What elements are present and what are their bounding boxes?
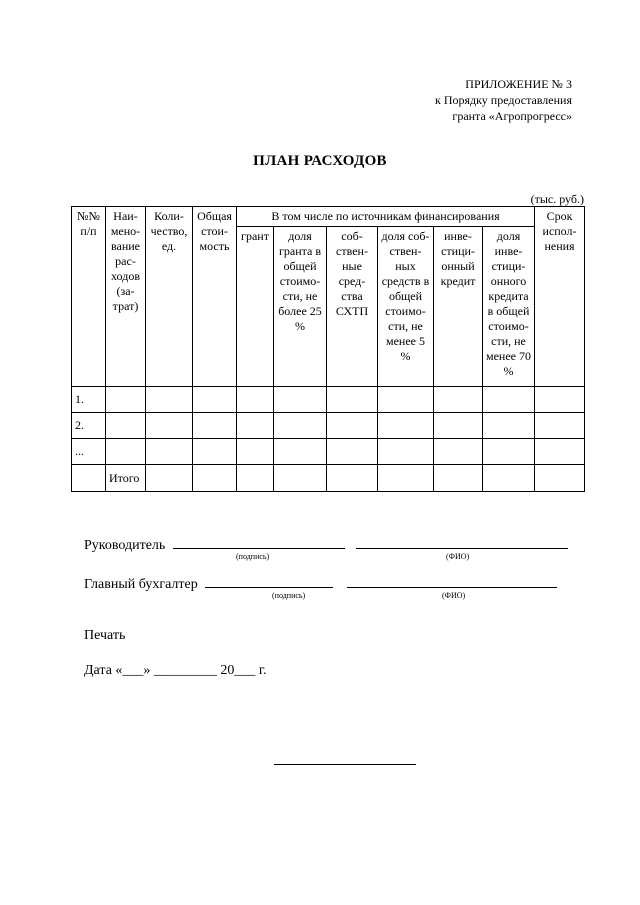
cell[interactable]	[378, 439, 434, 465]
cell[interactable]	[378, 387, 434, 413]
date-line[interactable]: Дата «___» _________ 20___ г.	[84, 663, 267, 678]
header-total-cost: Общая стои- мость	[193, 207, 237, 387]
cell[interactable]	[237, 465, 274, 492]
head-signature-line	[84, 534, 568, 554]
header-own-funds: соб- ствен- ные сред- ства СХТП	[327, 227, 378, 387]
cell	[72, 465, 106, 492]
cell[interactable]	[434, 413, 483, 439]
appendix-title: ПРИЛОЖЕНИЕ № 3	[465, 77, 572, 91]
row-number: 1.	[72, 387, 106, 413]
header-row-top	[72, 207, 585, 227]
cell[interactable]	[378, 465, 434, 492]
cell[interactable]	[274, 413, 327, 439]
header-grant-share: доля гранта в общей стоимо- сти, не более 25 %	[274, 227, 327, 387]
cell[interactable]	[106, 413, 146, 439]
header-own-share: доля соб- ствен- ных средств в общей стоимо- сти, не менее 5 %	[378, 227, 434, 387]
cell[interactable]	[193, 413, 237, 439]
row-number: 2.	[72, 413, 106, 439]
accountant-name-caption: (ФИО)	[442, 591, 466, 600]
cell[interactable]	[483, 387, 535, 413]
total-row	[72, 465, 585, 492]
cell[interactable]	[237, 439, 274, 465]
cell[interactable]	[434, 465, 483, 492]
appendix-reference: к Порядку предоставления	[434, 93, 572, 107]
header-funding-sources: В том числе по источникам финансирования	[237, 207, 535, 227]
appendix-grant-name: гранта «Агропрогресс»	[452, 109, 572, 123]
seal-label: Печать	[84, 628, 126, 643]
header-deadline: Срок испол- нения	[535, 207, 585, 387]
document-title: ПЛАН РАСХОДОВ	[253, 153, 387, 169]
cell[interactable]	[483, 465, 535, 492]
table-row	[72, 413, 585, 439]
cell[interactable]	[274, 387, 327, 413]
accountant-name-field[interactable]	[347, 573, 557, 588]
cell[interactable]	[146, 387, 193, 413]
header-expense-name: Наи- мено- вание рас- ходов (за- трат)	[106, 207, 146, 387]
cell[interactable]	[193, 465, 237, 492]
cell[interactable]	[535, 465, 585, 492]
cell[interactable]	[434, 387, 483, 413]
cell[interactable]	[535, 439, 585, 465]
table-row	[72, 439, 585, 465]
cell[interactable]	[327, 387, 378, 413]
appendix-header	[435, 76, 572, 124]
header-invest-credit: инве- стици- онный кредит	[434, 227, 483, 387]
cell[interactable]	[483, 439, 535, 465]
expense-plan-table	[71, 206, 585, 492]
header-grant: грант	[237, 227, 274, 387]
cell[interactable]	[327, 439, 378, 465]
row-number: ...	[72, 439, 106, 465]
bottom-separator-line	[274, 764, 416, 765]
head-name-field[interactable]	[356, 534, 568, 549]
units-label: (тыс. руб.)	[530, 192, 584, 206]
accountant-signature-field[interactable]	[205, 573, 333, 588]
cell[interactable]	[434, 439, 483, 465]
cell[interactable]	[327, 465, 378, 492]
cell[interactable]	[274, 439, 327, 465]
head-signature-field[interactable]	[173, 534, 345, 549]
cell[interactable]	[237, 387, 274, 413]
cell[interactable]	[274, 465, 327, 492]
header-quantity: Коли- чество, ед.	[146, 207, 193, 387]
cell[interactable]	[535, 387, 585, 413]
cell[interactable]	[106, 387, 146, 413]
accountant-label: Главный бухгалтер	[84, 577, 198, 592]
cell[interactable]	[146, 465, 193, 492]
head-label: Руководитель	[84, 538, 166, 553]
table-row	[72, 387, 585, 413]
cell[interactable]	[146, 439, 193, 465]
accountant-signature-caption: (подпись)	[272, 591, 306, 600]
cell[interactable]	[106, 439, 146, 465]
cell[interactable]	[327, 413, 378, 439]
cell[interactable]	[193, 439, 237, 465]
cell[interactable]	[483, 413, 535, 439]
head-signature-caption: (подпись)	[236, 552, 270, 561]
total-label: Итого	[106, 465, 146, 492]
head-name-caption: (ФИО)	[446, 552, 470, 561]
header-num: №№ п/п	[72, 207, 106, 387]
header-invest-share: доля инве- стици- онного кредита в общей стоимо- сти, не менее 70 %	[483, 227, 535, 387]
cell[interactable]	[146, 413, 193, 439]
cell[interactable]	[378, 413, 434, 439]
cell[interactable]	[237, 413, 274, 439]
cell[interactable]	[193, 387, 237, 413]
cell[interactable]	[535, 413, 585, 439]
accountant-signature-line	[84, 573, 557, 593]
